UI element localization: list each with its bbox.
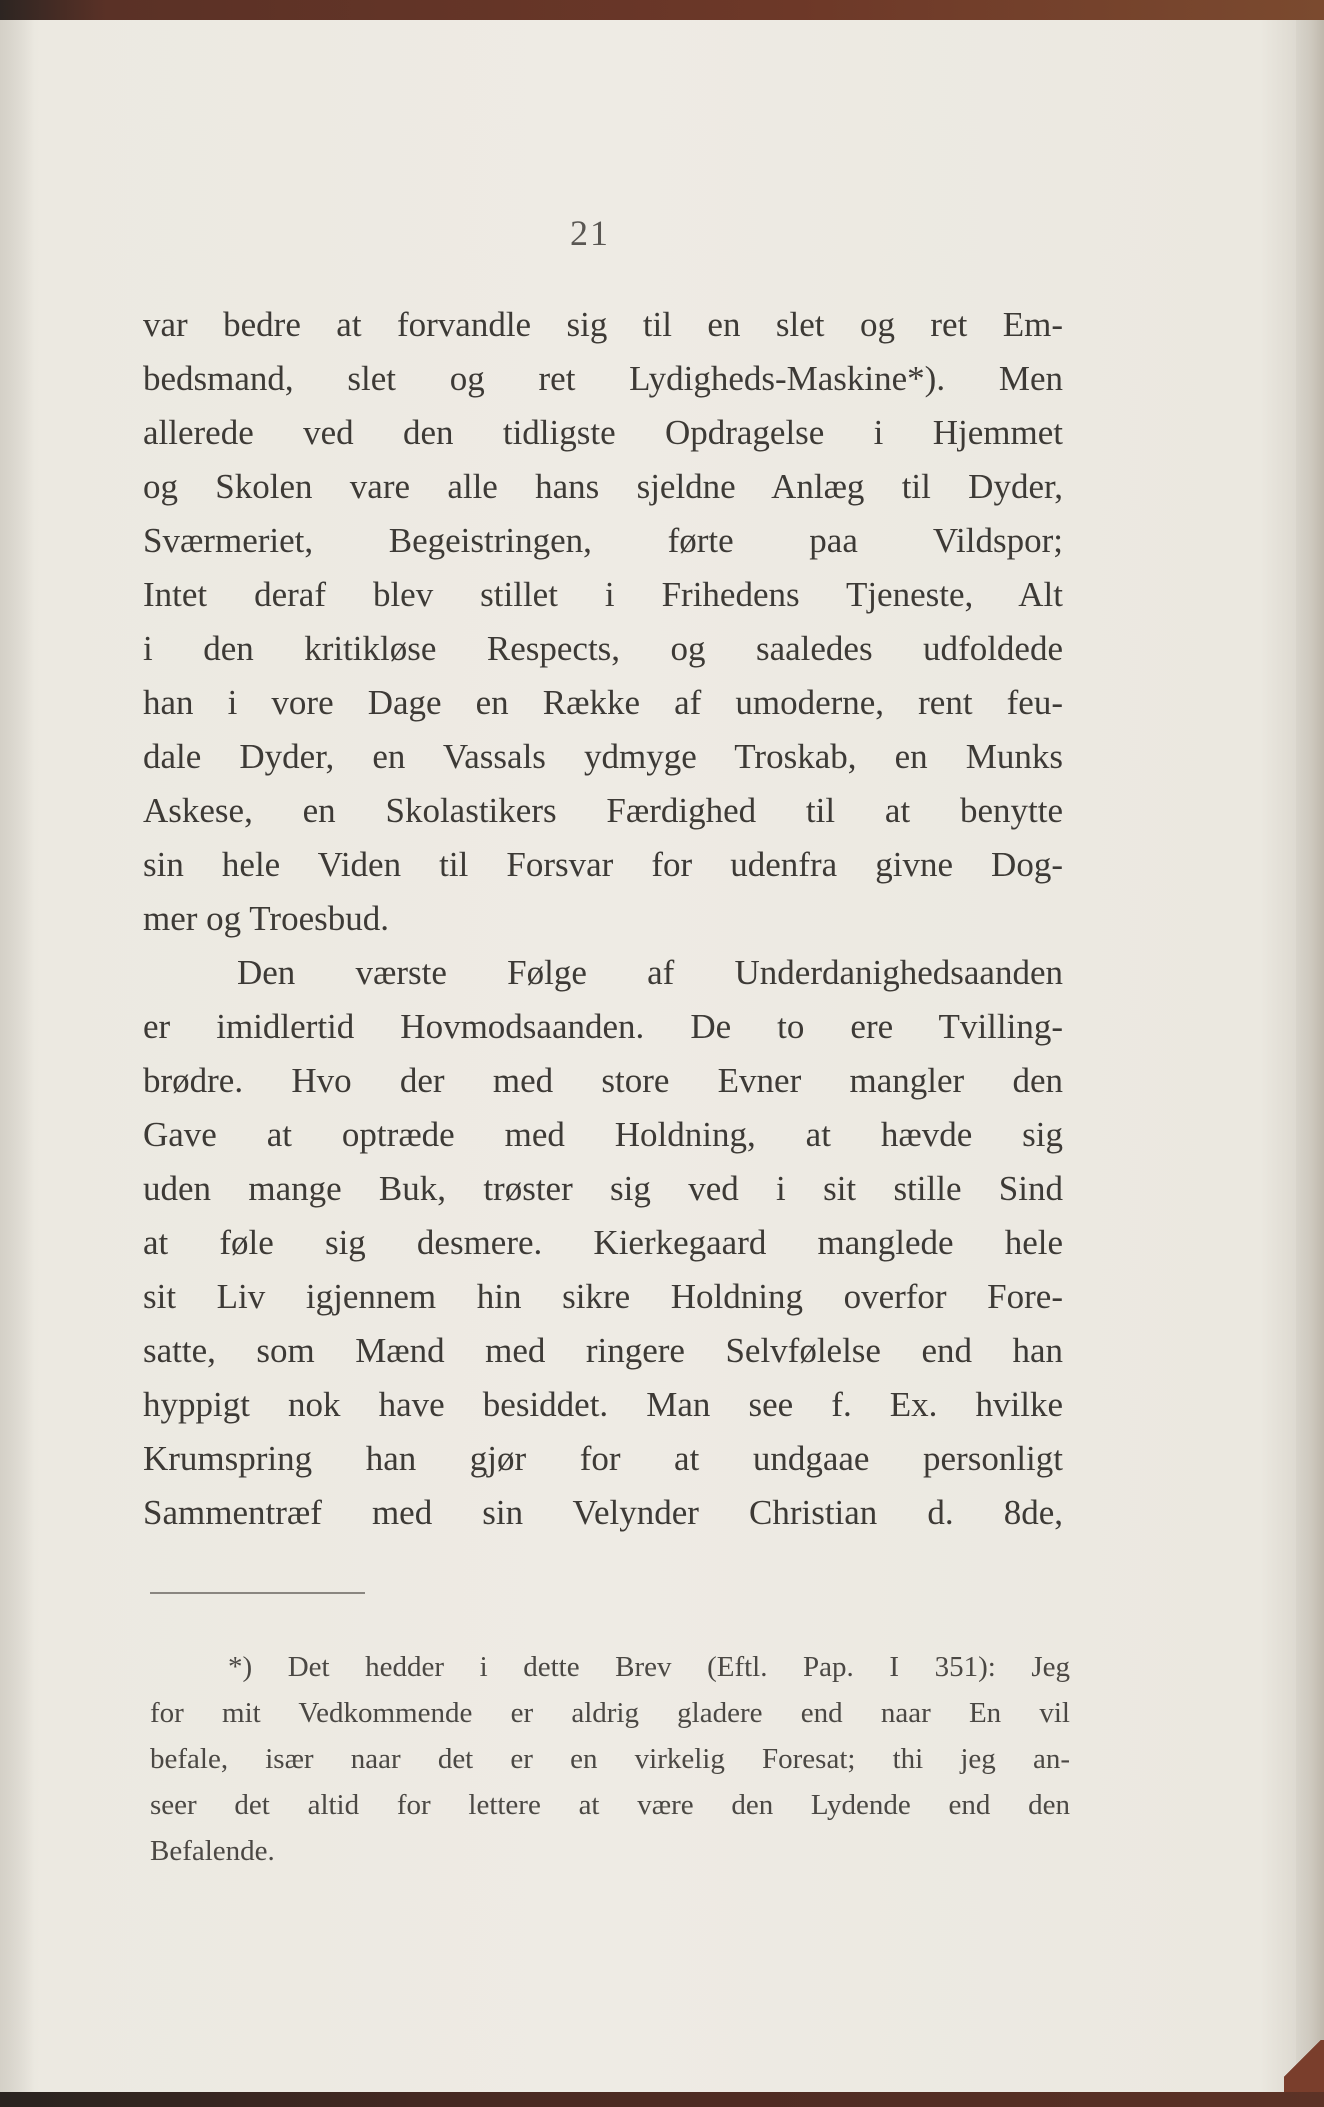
text-line: brødre. Hvo der med store Evner mangler den bbox=[143, 1061, 1063, 1100]
text-line: uden mange Buk, trøster sig ved i sit stille Sind bbox=[143, 1169, 1063, 1208]
text-line: dale Dyder, en Vassals ydmyge Troskab, en Munks bbox=[143, 737, 1063, 776]
main-text bbox=[143, 298, 1063, 1540]
book-top-edge bbox=[0, 0, 1324, 20]
book-right-edge bbox=[1296, 20, 1324, 2092]
text-line: Gave at optræde med Holdning, at hævde sig bbox=[143, 1115, 1063, 1154]
footnote-line: Befalende. bbox=[150, 1835, 275, 1867]
page-number: 21 bbox=[570, 213, 610, 253]
text-line: sit Liv igjennem hin sikre Holdning overfor Fore- bbox=[143, 1277, 1063, 1316]
text-line: satte, som Mænd med ringere Selvfølelse end han bbox=[143, 1331, 1063, 1370]
text-line: er imidlertid Hovmodsaanden. De to ere Tvilling- bbox=[143, 1007, 1063, 1046]
text-line: Sværmeriet, Begeistringen, førte paa Vildspor; bbox=[143, 521, 1063, 560]
page-gutter-shadow bbox=[0, 20, 34, 2092]
footnote-line: seer det altid for lettere at være den Lydende end den bbox=[150, 1789, 1070, 1821]
text-line: hyppigt nok have besiddet. Man see f. Ex. hvilke bbox=[143, 1385, 1063, 1424]
footnote-line: *) Det hedder i dette Brev (Eftl. Pap. I 351): Jeg bbox=[228, 1651, 1070, 1683]
text-line: han i vore Dage en Række af umoderne, rent feu- bbox=[143, 683, 1063, 722]
text-line: i den kritikløse Respects, og saaledes udfoldede bbox=[143, 629, 1063, 668]
text-line: Askese, en Skolastikers Færdighed til at benytte bbox=[143, 791, 1063, 830]
text-line: Krumspring han gjør for at undgaae personligt bbox=[143, 1439, 1063, 1478]
footnote-line: for mit Vedkommende er aldrig gladere end naar En vil bbox=[150, 1697, 1070, 1729]
text-line: sin hele Viden til Forsvar for udenfra givne Dog- bbox=[143, 845, 1063, 884]
text-line: og Skolen vare alle hans sjeldne Anlæg til Dyder, bbox=[143, 467, 1063, 506]
footnote bbox=[150, 1644, 1070, 1874]
text-line: Intet deraf blev stillet i Frihedens Tjeneste, Alt bbox=[143, 575, 1063, 614]
footnote-divider bbox=[150, 1592, 365, 1594]
text-line: mer og Troesbud. bbox=[143, 899, 389, 938]
paragraph-start-line: Den værste Følge af Underdanighedsaanden bbox=[237, 953, 1063, 992]
text-line: bedsmand, slet og ret Lydigheds-Maskine*). Men bbox=[143, 359, 1063, 398]
text-line: var bedre at forvandle sig til en slet og ret Em- bbox=[143, 305, 1063, 344]
text-line: Sammentræf med sin Velynder Christian d. 8de, bbox=[143, 1493, 1063, 1532]
book-bottom-edge bbox=[0, 2092, 1324, 2107]
text-line: allerede ved den tidligste Opdragelse i Hjemmet bbox=[143, 413, 1063, 452]
footnote-line: befale, især naar det er en virkelig Foresat; thi jeg an- bbox=[150, 1743, 1070, 1775]
text-line: at føle sig desmere. Kierkegaard manglede hele bbox=[143, 1223, 1063, 1262]
book-cover-corner bbox=[1284, 2040, 1324, 2092]
